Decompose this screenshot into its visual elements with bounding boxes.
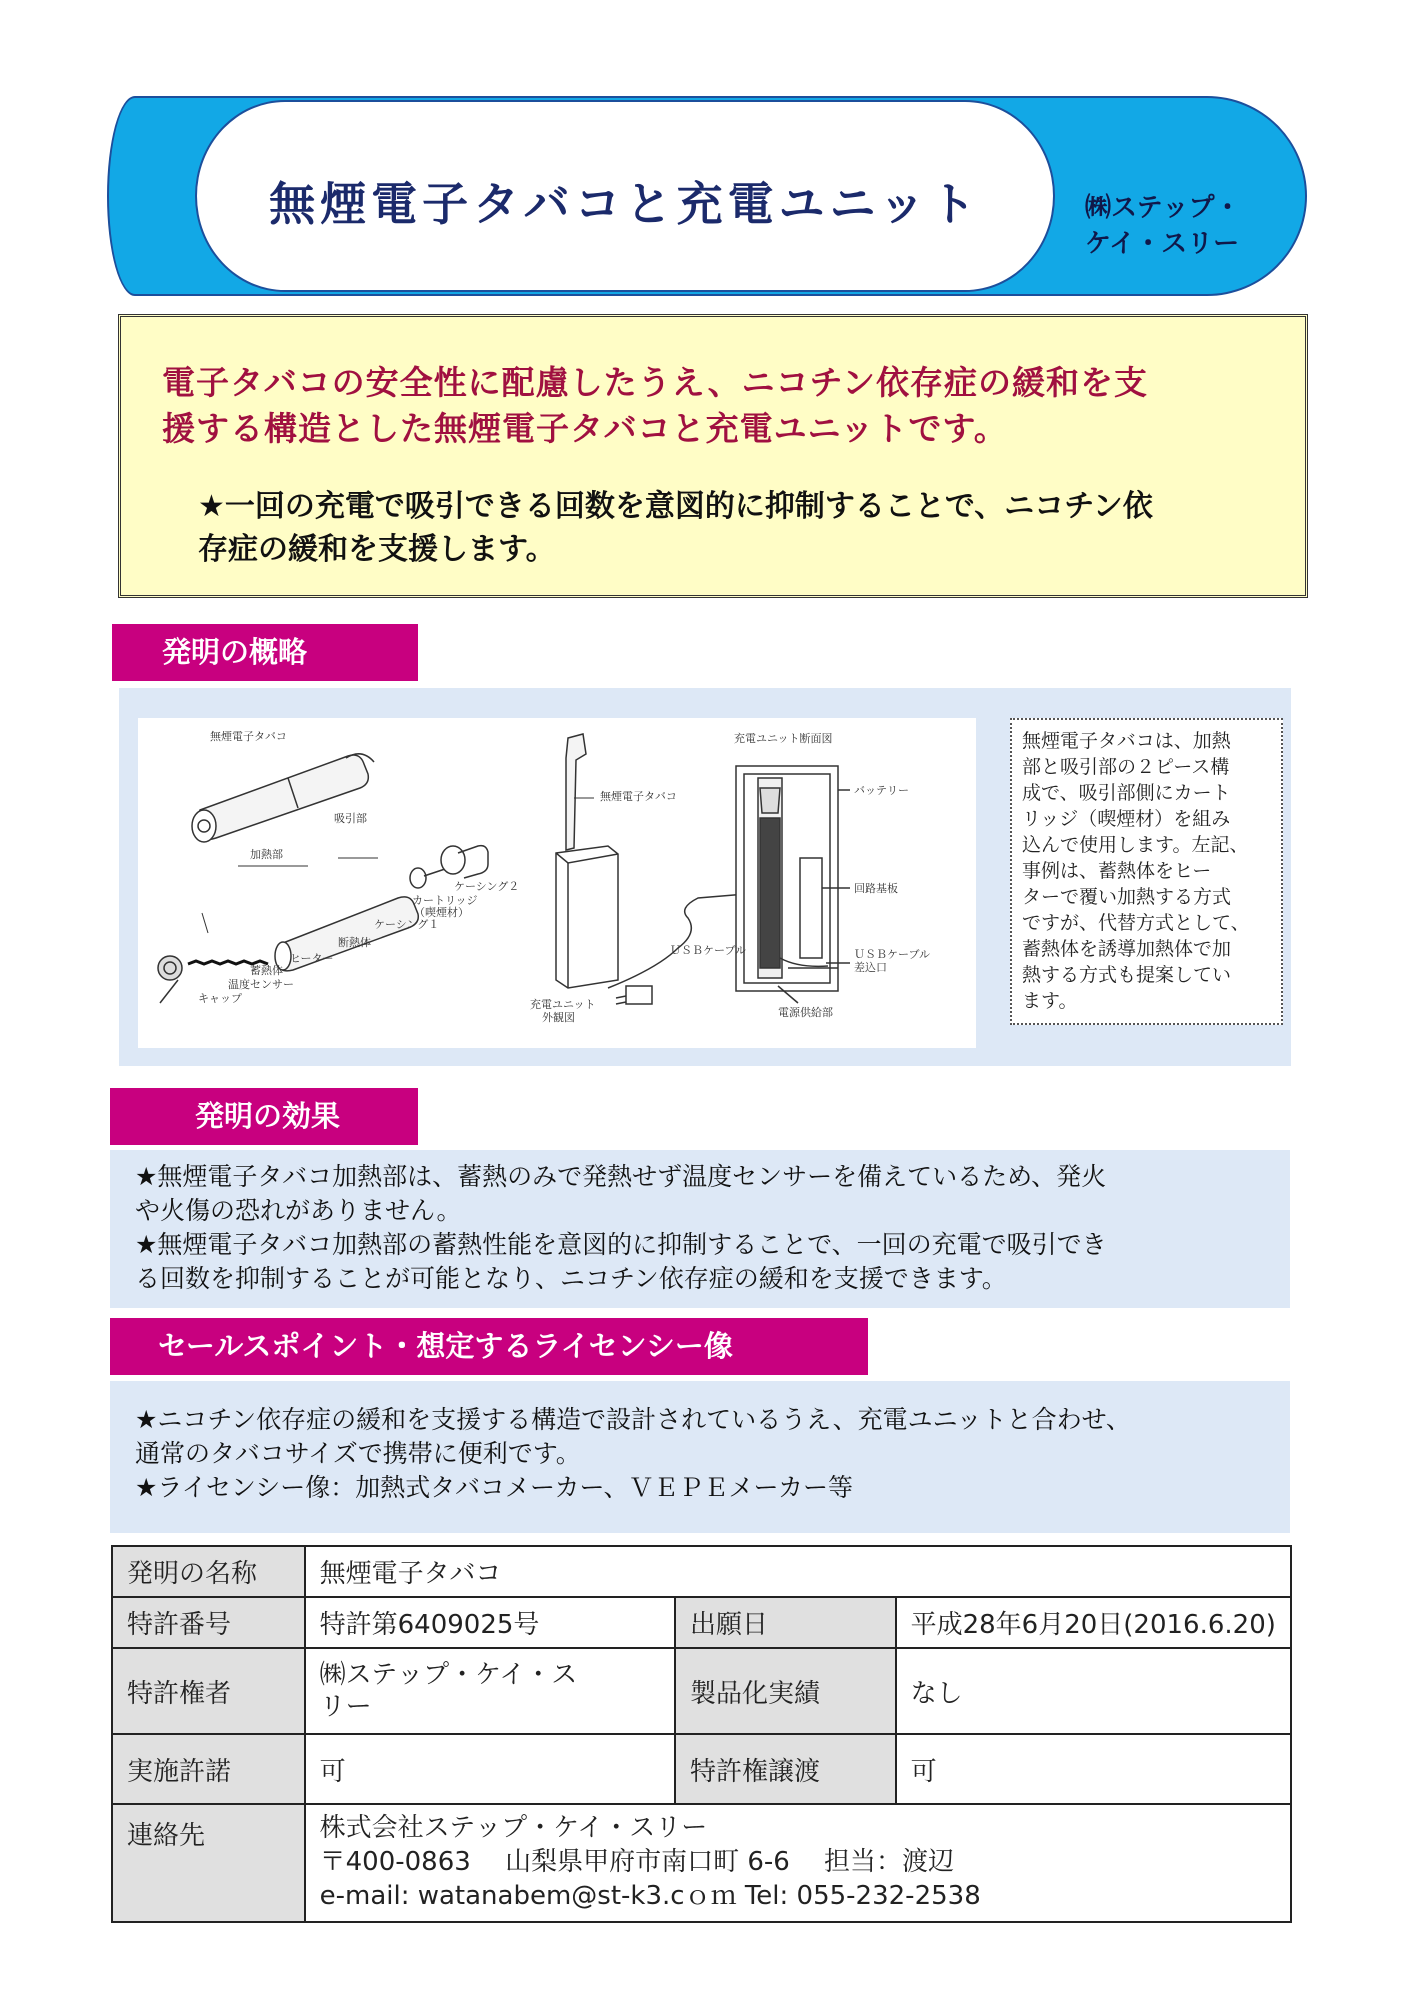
contact-value	[305, 1804, 1291, 1922]
table-row	[112, 1804, 1291, 1922]
desc-line: ターで覆い加熱する方式	[1022, 886, 1232, 908]
charger-exterior-drawing	[556, 734, 758, 1004]
effect-line: ★無煙電子タバコ加熱部の蓄熱性能を意図的に抑制することで、一回の充電で吸引でき	[135, 1230, 1107, 1259]
fig-label-suction: 吸引部	[334, 812, 367, 825]
holder-value	[305, 1648, 675, 1734]
desc-line: 熱する方式も提案してい	[1022, 964, 1232, 986]
effect-line: る回数を抑制することが可能となり、ニコチン依存症の緩和を支援できます。	[135, 1264, 1007, 1293]
patent-no-label: 特許番号	[112, 1597, 305, 1648]
overview-heading: 発明の概略	[112, 624, 418, 681]
desc-line: ます。	[1022, 990, 1078, 1012]
contact-company: 株式会社ステップ・ケイ・スリー	[319, 1813, 708, 1843]
overview-description	[1010, 718, 1283, 1025]
product-value: なし	[896, 1648, 1291, 1734]
effect-line: や火傷の恐れがありません。	[135, 1196, 462, 1225]
license-label: 実施許諾	[112, 1734, 305, 1804]
sales-line: ★ライセンシー像：加熱式タバコメーカー、ＶＥＰＥメーカー等	[135, 1473, 854, 1502]
name-label: 発明の名称	[112, 1546, 305, 1597]
desc-line: 込んで使用します。左記、	[1022, 834, 1249, 856]
desc-line: 事例は、蓄熱体をヒー	[1022, 860, 1212, 882]
fig-label-cartridge-sub: （喫煙材）	[414, 906, 469, 919]
table-row	[112, 1648, 1291, 1734]
fig-label-casing2: ケーシング２	[454, 880, 520, 893]
fig-label-cartridge: カートリッジ	[412, 894, 478, 907]
page-title: 無煙電子タバコと充電ユニット	[269, 177, 981, 231]
fig-label-charger-ext-1: 充電ユニット	[530, 998, 596, 1011]
fig-label-heat-store: 蓄熱体	[250, 964, 283, 977]
table-row	[112, 1597, 1291, 1648]
fig-label-section-title: 充電ユニット断面図	[734, 732, 833, 745]
name-value: 無煙電子タバコ	[305, 1546, 1291, 1597]
fig-label-circuit: 回路基板	[854, 882, 898, 895]
invention-diagram	[138, 718, 976, 1048]
desc-line: 無煙電子タバコは、加熱	[1022, 730, 1231, 752]
sales-line: ★ニコチン依存症の緩和を支援する構造で設計されているうえ、充電ユニットと合わせ、	[135, 1405, 1131, 1434]
holder-value-line-1: ㈱ステップ・ケイ・ス	[319, 1660, 578, 1690]
fig-label-ecig-mid: 無煙電子タバコ	[600, 790, 677, 803]
company-name	[1085, 190, 1285, 262]
charger-section-drawing	[736, 766, 850, 1003]
transfer-label: 特許権譲渡	[675, 1734, 896, 1804]
desc-line: リッジ（喫煙材）を組み	[1022, 808, 1231, 830]
patent-no-value: 特許第6409025号	[305, 1597, 675, 1648]
sales-line: 通常のタバコサイズで携帯に便利です。	[135, 1439, 581, 1468]
fig-label-usb-cable: ＵＳＢケーブル	[670, 944, 747, 957]
effect-line: ★無煙電子タバコ加熱部は、蓄熱のみで発熱せず温度センサーを備えているため、発火	[135, 1162, 1107, 1191]
fig-label-insulator: 断熱体	[338, 936, 371, 949]
sales-panel	[110, 1381, 1290, 1533]
holder-value-line-2: リー	[319, 1692, 372, 1722]
sales-heading: セールスポイント・想定するライセンシー像	[110, 1318, 868, 1375]
company-line-2: ケイ・スリー	[1085, 229, 1240, 259]
contact-label: 連絡先	[112, 1804, 305, 1922]
lead-sub-text	[198, 485, 1278, 571]
fig-label-heating: 加熱部	[250, 848, 283, 861]
table-row	[112, 1546, 1291, 1597]
fig-label-usb-port-2: 差込口	[854, 961, 887, 974]
patent-info-table	[111, 1545, 1292, 1923]
holder-label: 特許権者	[112, 1648, 305, 1734]
contact-address: 〒400-0863 山梨県甲府市南口町 6-6 担当：渡辺	[319, 1847, 955, 1877]
product-label: 製品化実績	[675, 1648, 896, 1734]
license-value: 可	[305, 1734, 675, 1804]
lead-main-line-1: 電子タバコの安全性に配慮したうえ、ニコチン依存症の緩和を支	[162, 363, 1148, 402]
lead-main-line-2: 援する構造とした無煙電子タバコと充電ユニットです。	[162, 409, 1008, 448]
invention-figure	[138, 718, 976, 1048]
fig-label-heater: ヒーター	[290, 952, 334, 965]
company-line-1: ㈱ステップ・	[1085, 193, 1241, 223]
lead-sub-line-1: ★一回の充電で吸引できる回数を意図的に抑制することで、ニコチン依	[198, 489, 1153, 524]
fig-label-cap: キャップ	[198, 992, 242, 1005]
desc-line: 部と吸引部の２ピース構	[1022, 756, 1230, 778]
ecig-assembled-drawing	[192, 754, 374, 842]
lead-main-text	[162, 360, 1282, 452]
fig-label-usb-port-1: ＵＳＢケーブル	[854, 948, 931, 961]
effect-panel	[110, 1150, 1290, 1308]
fig-label-battery: バッテリー	[854, 784, 909, 797]
fig-label-power-supply: 電源供給部	[778, 1006, 833, 1019]
filing-label: 出願日	[675, 1597, 896, 1648]
fig-label-casing1: ケーシング１	[374, 918, 440, 931]
contact-email[interactable]: e-mail: watanabem@st-k3.cｏｍ Tel: 055-232-2538	[319, 1881, 981, 1911]
fig-label-ecig: 無煙電子タバコ	[210, 730, 287, 743]
filing-value: 平成28年6月20日(2016.6.20)	[896, 1597, 1291, 1648]
transfer-value: 可	[896, 1734, 1291, 1804]
fig-label-charger-ext-2: 外観図	[542, 1011, 575, 1024]
desc-line: 成で、吸引部側にカート	[1022, 782, 1231, 804]
fig-label-temp-sensor: 温度センサー	[228, 978, 294, 991]
desc-line: 蓄熱体を誘導加熱体で加	[1022, 938, 1232, 960]
lead-sub-line-2: 存症の緩和を支援します。	[198, 532, 556, 567]
effect-heading: 発明の効果	[110, 1088, 418, 1145]
desc-line: ですが、代替方式として、	[1022, 912, 1250, 934]
table-row	[112, 1734, 1291, 1804]
